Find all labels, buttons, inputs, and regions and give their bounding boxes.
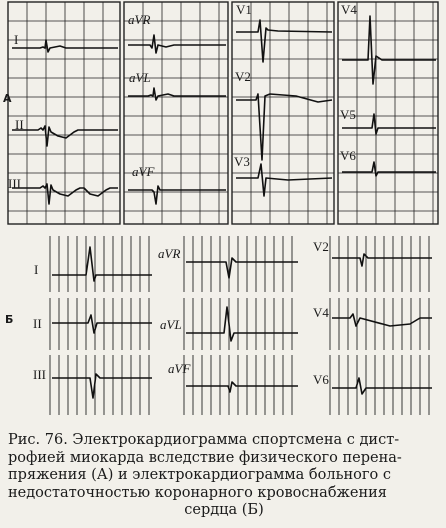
ecg-trace [186, 258, 298, 278]
figure-caption [8, 432, 440, 520]
ecg-trace [332, 314, 432, 326]
ecg-grid-panel [232, 2, 334, 224]
ecg-grid-strip [184, 355, 292, 415]
lead-label-a-II: II [15, 117, 24, 132]
ecg-grid-strip [184, 298, 292, 350]
lead-label-b-aVL: aVL [160, 317, 182, 332]
lead-label-b-V6: V6 [313, 372, 329, 387]
lead-label-a-V3: V3 [234, 154, 250, 169]
lead-label-b-II: II [33, 316, 42, 331]
ecg-trace [186, 382, 298, 392]
caption-line: пряжения (А) и электрокардиограмма больного с [8, 467, 391, 484]
lead-label-b-I: I [34, 262, 39, 277]
lead-label-b-V2: V2 [313, 239, 329, 254]
lead-label-b-aVR: aVR [158, 246, 181, 261]
lead-label-a-V5: V5 [340, 107, 356, 122]
section-label-a: А [3, 92, 12, 105]
ecg-trace [342, 162, 436, 176]
ecg-grid-strip [50, 298, 149, 350]
ecg-trace [186, 307, 298, 341]
lead-label-a-aVL: aVL [129, 70, 151, 85]
lead-label-a-V6: V6 [340, 148, 356, 163]
ecg-trace [52, 374, 152, 398]
ecg-panel-border [232, 2, 334, 224]
ecg-trace [332, 254, 432, 266]
ecg-grid-strip [330, 355, 429, 415]
ecg-grid-strip [50, 236, 149, 292]
section-label-b: Б [5, 313, 14, 326]
lead-label-a-V2: V2 [235, 69, 251, 84]
ecg-trace [52, 315, 152, 333]
lead-label-b-V4: V4 [313, 305, 329, 320]
ecg-trace [342, 16, 436, 84]
lead-label-a-V1: V1 [236, 2, 252, 17]
ecg-grid-panel [8, 2, 120, 224]
lead-label-b-aVF: aVF [168, 361, 191, 376]
ecg-trace [342, 114, 436, 134]
ecg-trace [332, 378, 432, 394]
ecg-grid-strip [50, 355, 149, 415]
ecg-trace [236, 94, 332, 160]
ecg-grid-strip [184, 236, 292, 292]
ecg-trace [52, 247, 152, 281]
lead-label-a-III: III [8, 176, 21, 191]
caption-line: сердца (Б) [184, 502, 264, 519]
ecg-trace [236, 164, 332, 196]
lead-label-a-aVF: aVF [132, 164, 155, 179]
lead-label-a-I: I [14, 32, 19, 47]
lead-label-b-III: III [33, 367, 46, 382]
caption-line: Рис. 76. Электрокардиограмма спортсмена с дист- [8, 432, 400, 448]
lead-label-a-V4: V4 [341, 2, 357, 17]
ecg-trace [236, 20, 332, 62]
caption-line: рофией миокарда вследствие физического перена- [8, 449, 402, 466]
ecg-grid-strip [330, 236, 429, 292]
caption-line: недостаточностью коронарного кровоснабжения [8, 484, 387, 501]
lead-label-a-aVR: aVR [128, 12, 151, 27]
